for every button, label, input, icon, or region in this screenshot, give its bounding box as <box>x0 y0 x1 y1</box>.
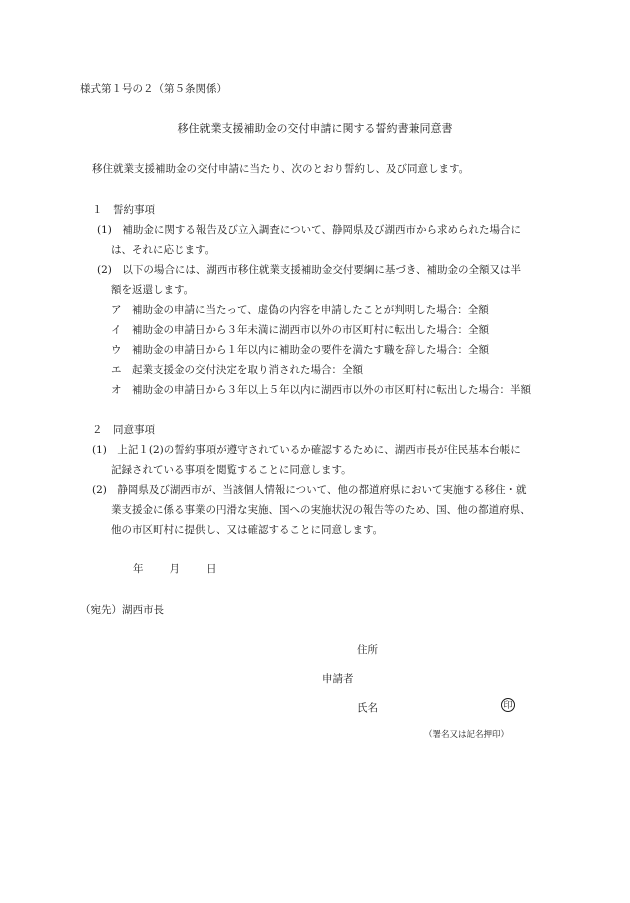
form-number: 様式第１号の２（第５条関係） <box>80 83 227 95</box>
date-line <box>133 562 217 576</box>
sub-item-e: エ 起業支援金の交付決定を取り消された場合：全額 <box>111 364 363 376</box>
address-label: 住所 <box>357 644 378 656</box>
section2-heading: ２ 同意事項 <box>92 424 155 436</box>
section1-item1-line1: (1) 補助金に関する報告及び立入調査について、静岡県及び湖西市から求められた場合に <box>97 224 521 236</box>
document-title: 移住就業支援補助金の交付申請に関する誓約書兼同意書 <box>177 122 453 135</box>
seal-note: （署名又は記名押印） <box>424 730 510 740</box>
section2-item2-line2: 業支援金に係る事業の円滑な実施、国への実施状況の報告等のため、国、他の都道府県、 <box>111 504 531 516</box>
date-year: 年 <box>133 563 144 575</box>
seal-mark: 印 <box>501 698 515 712</box>
section2-item1-line1: (1) 上記１(2)の誓約事項が遵守されているか確認するために、湖西市長が住民基本台帳に <box>92 444 521 456</box>
sub-item-o: オ 補助金の申請日から３年以上５年以内に湖西市以外の市区町村に転出した場合：半額 <box>111 384 531 396</box>
sub-item-a: ア 補助金の申請に当たって、虚偽の内容を申請したことが判明した場合：全額 <box>111 304 489 316</box>
section1-item2-line1: (2) 以下の場合には、湖西市移住就業支援補助金交付要綱に基づき、補助金の全額又は半 <box>97 264 521 276</box>
section2-item2-line3: 他の市区町村に提供し、又は確認することに同意します。 <box>111 524 384 536</box>
date-month: 月 <box>169 563 180 575</box>
intro-text: 移住就業支援補助金の交付申請に当たり、次のとおり誓約し、及び同意します。 <box>92 163 470 175</box>
sub-item-i: イ 補助金の申請日から３年未満に湖西市以外の市区町村に転出した場合：全額 <box>111 324 489 336</box>
sub-item-u: ウ 補助金の申請日から１年以内に補助金の要件を満たす職を辞した場合：全額 <box>111 344 489 356</box>
name-label: 氏名 <box>357 702 378 714</box>
section1-heading: １ 誓約事項 <box>92 204 155 216</box>
section2-item2-line1: (2) 静岡県及び湖西市が、当該個人情報について、他の都道府県において実施する移住・就 <box>92 484 527 496</box>
date-day: 日 <box>206 563 217 575</box>
section1-item1-line2: は、それに応じます。 <box>111 244 216 256</box>
section1-item2-line2: 額を返還します。 <box>111 284 195 296</box>
applicant-label: 申請者 <box>322 673 354 685</box>
addressee: （宛先）湖西市長 <box>80 604 164 616</box>
section2-item1-line2: 記録されている事項を閲覧することに同意します。 <box>111 464 352 476</box>
